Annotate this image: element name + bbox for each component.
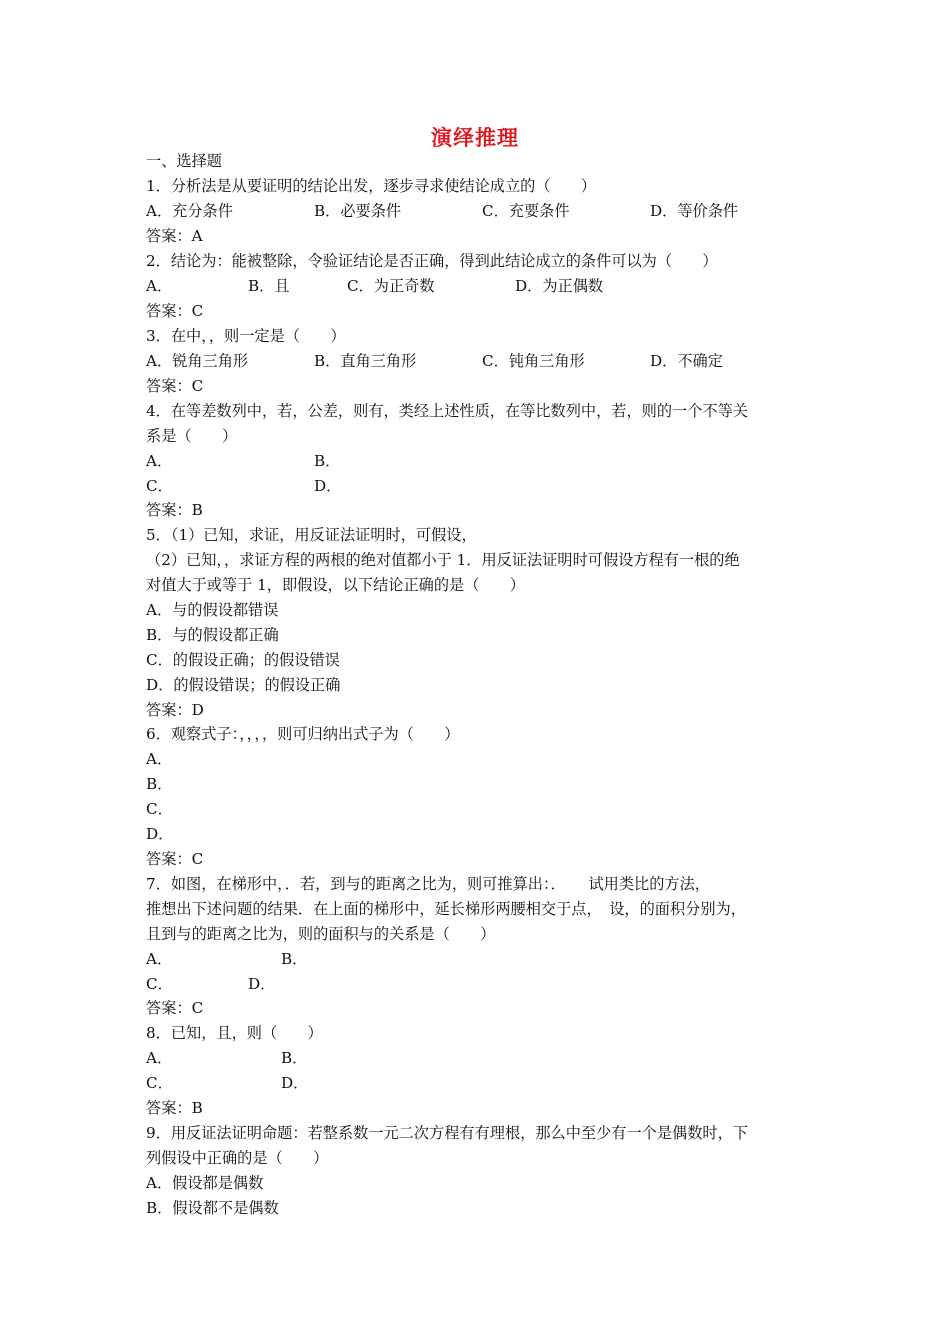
- question-4-option-a: A．: [146, 452, 173, 470]
- question-9-option-a: A．假设都是偶数: [146, 1174, 264, 1192]
- question-1-option-d: D．等价条件: [650, 202, 739, 220]
- question-5-option-c: C．的假设正确；的假设错误: [146, 651, 340, 669]
- question-5-stem-line-1: 5．（1）已知，求证，用反证法证明时，可假设，: [146, 526, 477, 544]
- question-1-stem: 1．分析法是从要证明的结论出发，逐步寻求使结论成立的（ ）: [146, 177, 597, 195]
- question-6-option-b: B．: [146, 775, 173, 793]
- question-1-answer: 答案：A: [146, 227, 203, 245]
- question-1-option-a: A．充分条件: [146, 202, 233, 220]
- question-3-option-a: A．锐角三角形: [146, 352, 249, 370]
- question-5-stem-line-2: （2）已知，，求证方程的两根的绝对值都小于 1．用反证法证明时可假设方程有一根的绝: [146, 551, 740, 569]
- question-3-answer: 答案：C: [146, 377, 204, 395]
- question-6-answer: 答案：C: [146, 850, 204, 868]
- question-9-stem-line-2: 列假设中正确的是（ ）: [146, 1149, 329, 1167]
- question-8-option-c: C．: [146, 1074, 173, 1092]
- question-2-option-b: B．且: [248, 277, 290, 295]
- question-3-option-c: C．钝角三角形: [482, 352, 585, 370]
- question-7-option-b: B．: [281, 950, 308, 968]
- question-4-option-c: C．: [146, 477, 173, 495]
- question-4-stem-line-1: 4．在等差数列中，若，公差，则有，类经上述性质，在等比数列中，若，则的一个不等关: [146, 402, 748, 420]
- question-9-option-b: B．假设都不是偶数: [146, 1199, 279, 1217]
- question-8-option-b: B．: [281, 1049, 308, 1067]
- question-2-stem: 2．结论为：能被整除，令验证结论是否正确，得到此结论成立的条件可以为（ ）: [146, 252, 718, 270]
- question-6-stem: 6．观察式子：，，，，则可归纳出式子为（ ）: [146, 725, 460, 743]
- question-7-stem-line-2: 推想出下述问题的结果．在上面的梯形中，延长梯形两腰相交于点， 设，的面积分别为，: [146, 900, 746, 918]
- question-6-option-d: D．: [146, 825, 174, 843]
- question-4-answer: 答案：B: [146, 501, 203, 519]
- question-7-option-d: D．: [248, 975, 276, 993]
- question-5-stem-line-3: 对值大于或等于 1，即假设，以下结论正确的是（ ）: [146, 576, 525, 594]
- question-3-stem: 3．在中，，则一定是（ ）: [146, 327, 346, 345]
- question-7-stem-line-1: 7．如图，在梯形中，．若，到与的距离之比为，则可推算出：． 试用类比的方法，: [146, 875, 710, 893]
- question-2-answer: 答案：C: [146, 302, 204, 320]
- question-9-stem-line-1: 9．用反证法证明命题：若整系数一元二次方程有有理根，那么中至少有一个是偶数时，下: [146, 1124, 748, 1142]
- question-6-option-c: C．: [146, 800, 173, 818]
- question-7-answer: 答案：C: [146, 999, 204, 1017]
- question-3-option-d: D．不确定: [650, 352, 723, 370]
- question-5-option-a: A．与的假设都错误: [146, 601, 279, 619]
- question-8-option-d: D．: [281, 1074, 309, 1092]
- question-1-option-b: B．必要条件: [314, 202, 402, 220]
- question-3-option-b: B．直角三角形: [314, 352, 417, 370]
- question-4-option-d: D．: [314, 477, 342, 495]
- question-5-option-b: B．与的假设都正确: [146, 626, 279, 644]
- document-title: 演绎推理: [431, 126, 519, 150]
- question-7-option-c: C．: [146, 975, 173, 993]
- question-2-option-a: A．: [146, 277, 173, 295]
- question-2-option-d: D．为正偶数: [515, 277, 604, 295]
- question-7-option-a: A．: [146, 950, 173, 968]
- question-4-stem-line-2: 系是（ ）: [146, 427, 238, 445]
- question-8-answer: 答案：B: [146, 1099, 203, 1117]
- question-8-stem: 8．已知，且，则（ ）: [146, 1024, 323, 1042]
- question-7-stem-line-3: 且到与的距离之比为，则的面积与的关系是（ ）: [146, 925, 496, 943]
- question-5-answer: 答案：D: [146, 701, 204, 719]
- question-8-option-a: A．: [146, 1049, 173, 1067]
- question-6-option-a: A．: [146, 750, 173, 768]
- question-2-option-c: C．为正奇数: [347, 277, 435, 295]
- question-1-option-c: C．充要条件: [482, 202, 570, 220]
- question-5-option-d: D．的假设错误；的假设正确: [146, 676, 341, 694]
- section-heading: 一、选择题: [146, 152, 222, 170]
- question-4-option-b: B．: [314, 452, 341, 470]
